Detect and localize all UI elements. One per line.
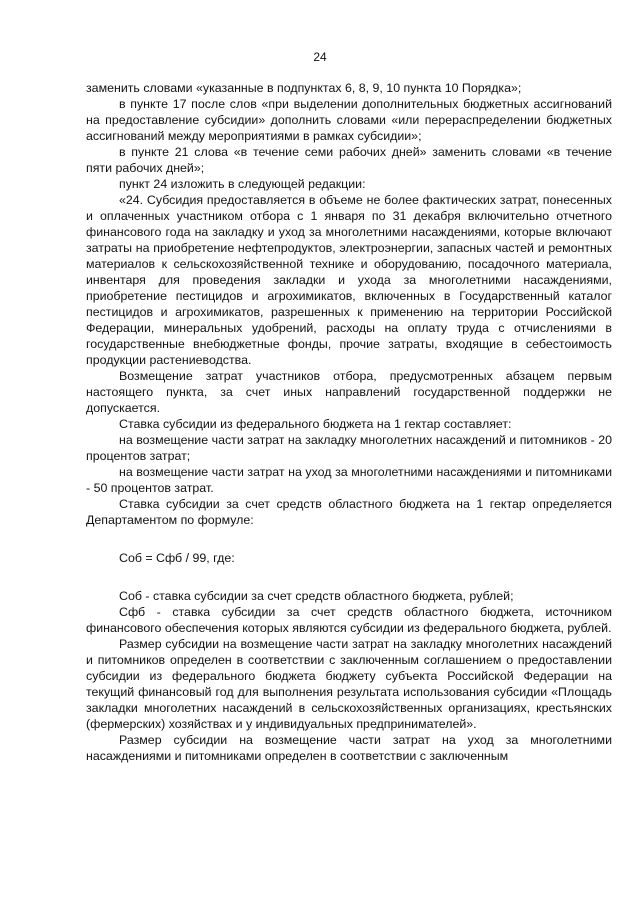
paragraph-1: заменить словами «указанные в подпунктах 6, 8, 9, 10 пункта 10 Порядка»; xyxy=(86,81,522,95)
paragraph-10: Ставка субсидии за счет средств областного бюджета на 1 гектар определяется Департаментом по формуле: xyxy=(86,497,612,527)
paragraph-8: на возмещение части затрат на закладку многолетних насаждений и питомников - 20 процентов затрат; xyxy=(86,433,612,463)
paragraph-11: Соб - ставка субсидии за счет средств областного бюджета, рублей; xyxy=(119,589,514,603)
paragraph-6: Возмещение затрат участников отбора, предусмотренных абзацем первым настоящего пункта, за счет иных направлений государственной поддержки не допускается. xyxy=(86,369,612,415)
paragraph-3: в пункте 21 слова «в течение семи рабочих дней» заменить словами «в течение пяти рабочих дней»; xyxy=(86,145,612,175)
page-number: 24 xyxy=(313,50,327,64)
paragraph-7: Ставка субсидии из федерального бюджета на 1 гектар составляет: xyxy=(119,417,512,431)
paragraph-2: в пункте 17 после слов «при выделении дополнительных бюджетных ассигнований на предоставление субсидии» дополнить словами «или перераспределении бюджетных ассигнований между мероприятиями в рамках субсидии»; xyxy=(86,97,612,143)
paragraph-5: «24. Субсидия предоставляется в объеме не более фактических затрат, понесенных и оплаченных участником отбора с 1 января по 31 декабря включительно отчетного финансового года на закладку и уход за многолетними насаждениями, которые включают затраты на приобретение нефтепродуктов, электроэнергии, запасных частей и ремонтных материалов к сельскохозяйственной технике и оборудованию, посадочного материала, инвентаря для проведения закладки и ухода за многолетними насаждениями, приобретение пестицидов и агрохимикатов, включенных в Государственный каталог пестицидов и агрохимикатов, разрешенных к применению на территории Российской Федерации, минеральных удобрений, расходы на оплату труда с отчислениями в государственные внебюджетные фонды, прочие затраты, входящие в себестоимость продукции растениеводства. xyxy=(86,193,612,367)
paragraph-13: Размер субсидии на возмещение части затрат на закладку многолетних насаждений и питомников определен в соответствии с заключенным соглашением о предоставлении субсидии из федерального бюджета бюджету субъекта Российской Федерации на текущий финансовый год для выполнения результата использования субсидии «Площадь закладки многолетних насаждений в сельскохозяйственных организациях, крестьянских (фермерских) хозяйствах и у индивидуальных предпринимателей». xyxy=(86,637,612,731)
paragraph-4: пункт 24 изложить в следующей редакции: xyxy=(119,177,366,191)
paragraph-9: на возмещение части затрат на уход за многолетними насаждениями и питомниками - 50 процентов затрат. xyxy=(86,465,612,495)
formula: Соб = Сфб / 99, где: xyxy=(119,551,235,565)
paragraph-14: Размер субсидии на возмещение части затрат на уход за многолетними насаждениями и питомниками определен в соответствии с заключенным xyxy=(86,733,612,763)
document-body xyxy=(86,80,612,764)
paragraph-12: Сфб - ставка субсидии за счет средств областного бюджета, источником финансового обеспечения которых являются субсидии из федерального бюджета, рублей. xyxy=(86,605,612,635)
